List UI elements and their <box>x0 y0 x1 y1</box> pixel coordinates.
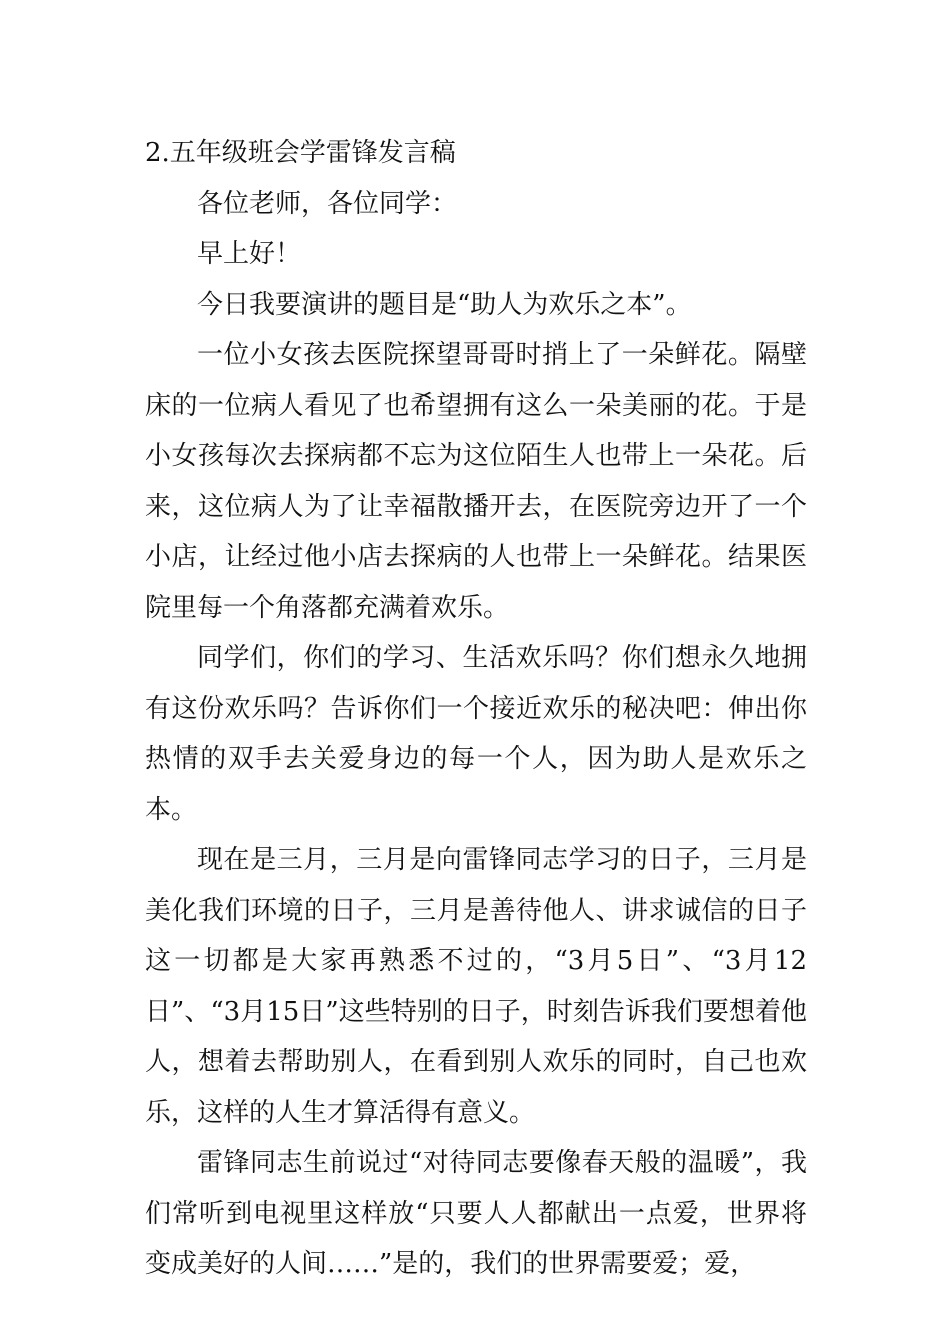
salutation-paragraph: 早上好！ <box>197 239 302 269</box>
topic-paragraph: 今日我要演讲的题目是“助人为欢乐之本”。 <box>197 289 692 320</box>
greeting-paragraph: 各位老师，各位同学： <box>197 188 458 219</box>
appeal-paragraph: 同学们，你们的学习、生活欢乐吗？你们想永久地拥有这份欢乐吗？告诉你们一个接近欢乐的秘决吧：伸出你热情的双手去关爱身边的每一个人，因为助人是欢乐之本。 <box>145 643 807 825</box>
story-paragraph: 一位小女孩去医院探望哥哥时捎上了一朵鲜花。隔壁床的一位病人看见了也希望拥有这么一朵美丽的花。于是小女孩每次去探病都不忘为这位陌生人也带上一朵花。后来，这位病人为了让幸福散播开去，在医院旁边开了一个小店，让经过他小店去探病的人也带上一朵鲜花。结果医院里每一个角落都充满着欢乐。 <box>145 340 807 623</box>
document-body <box>145 128 807 1290</box>
march-paragraph: 现在是三月，三月是向雷锋同志学习的日子，三月是美化我们环境的日子，三月是善待他人、讲求诚信的日子这一切都是大家再熟悉不过的，“3月5日”、“3月12日”、“3月15日”这些特别的日子，时刻告诉我们要想着他人，想着去帮助别人，在看到别人欢乐的同时，自己也欢乐，这样的人生才算活得有意义。 <box>145 845 807 1128</box>
document-title: 2.五年级班会学雷锋发言稿 <box>145 138 456 168</box>
leifeng-quote-paragraph: 雷锋同志生前说过“对待同志要像春天般的温暖”，我们常听到电视里这样放“只要人人都献出一点爱，世界将变成美好的人间……”是的，我们的世界需要爱；爱， <box>145 1148 807 1279</box>
